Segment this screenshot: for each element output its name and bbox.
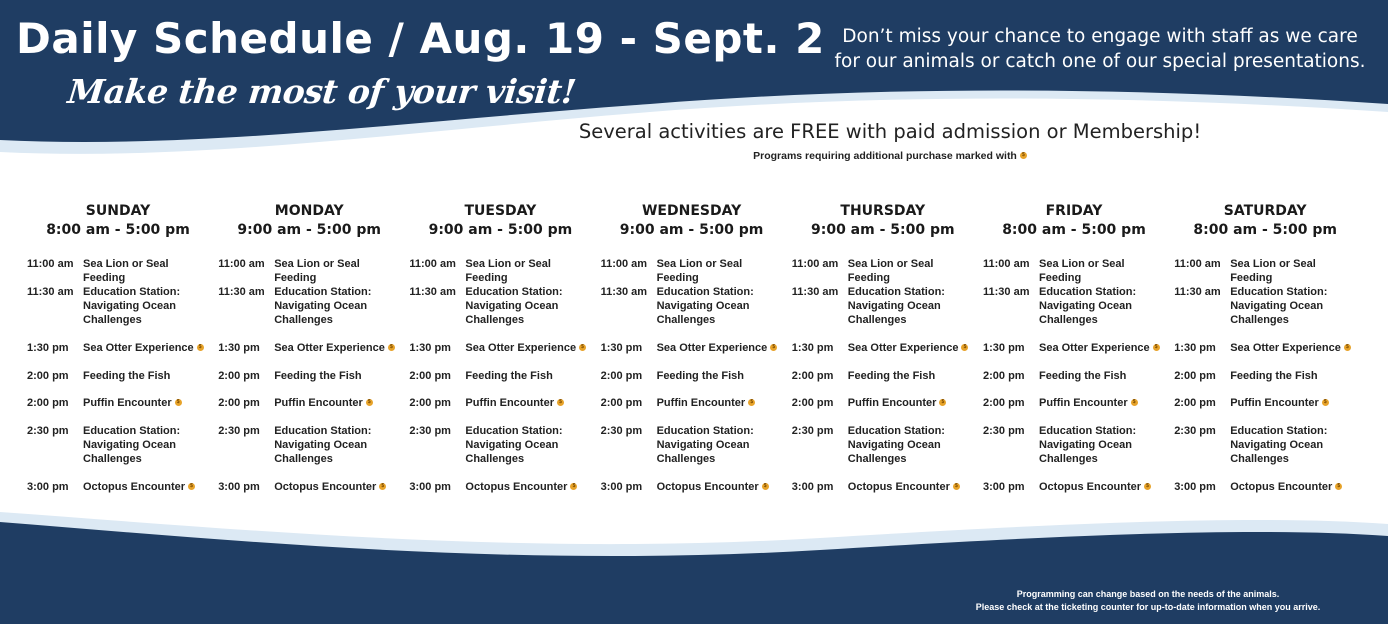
event-name: Octopus Encounter [83,481,186,493]
event-time: 2:00 pm [791,370,834,382]
event-name-wrap [848,424,978,466]
event-time: 11:30 am [1174,286,1221,298]
event-name-wrap [657,424,787,466]
additional-purchase-note [700,150,1080,162]
event-time: 11:30 am [983,286,1030,298]
event-name-wrap [848,341,978,355]
event-time: 2:30 pm [27,425,69,437]
coin-icon: $ [748,399,755,406]
event-time: 1:30 pm [983,342,1025,354]
event-name: Education Station: Navigating Ocean Challenges [274,425,372,465]
event-time: 11:00 am [27,258,74,270]
event-name: Education Station: Navigating Ocean Challenges [656,286,754,326]
day-column-friday [983,202,1168,502]
day-header [782,202,984,240]
day-header [208,202,410,240]
event-name: Education Station: Navigating Ocean Challenges [1039,425,1137,465]
coin-icon: $ [1322,399,1329,406]
event-name-wrap [1039,424,1169,466]
event-name-wrap [274,480,404,494]
day-name: THURSDAY [840,203,926,219]
event-time: 2:00 pm [409,397,451,409]
day-hours: 9:00 am - 5:00 pm [810,222,955,238]
event-name-wrap [1230,285,1360,327]
event-name: Education Station: Navigating Ocean Challenges [847,286,945,326]
day-hours: 9:00 am - 5:00 pm [428,222,573,238]
event-name: Feeding the Fish [1230,370,1318,382]
event-name-wrap [83,480,213,494]
event-time: 11:30 am [600,286,648,298]
event-name-wrap [1039,396,1169,410]
day-column-saturday [1174,202,1359,502]
event-time: 11:30 am [27,286,74,298]
coin-icon: $ [770,344,777,351]
day-column-monday [218,202,403,502]
event-name: Puffin Encounter [83,397,172,409]
day-header [1164,202,1366,240]
event-time: 2:00 pm [1174,397,1216,409]
event-time: 1:30 pm [27,342,69,354]
coin-icon: $ [1131,399,1138,406]
event-name-wrap [657,341,787,355]
event-name: Education Station: Navigating Ocean Challenges [1230,286,1328,326]
event-time: 2:00 pm [409,370,451,382]
event-time: 1:30 pm [791,342,834,354]
event-name: Sea Otter Experience [656,342,768,354]
coin-icon: $ [579,344,586,351]
event-name-wrap [83,257,213,285]
event-time: 2:00 pm [27,370,69,382]
event-time: 11:30 am [791,286,839,298]
event-name-wrap [1230,341,1360,355]
event-time: 2:30 pm [600,425,643,437]
event-name-wrap [848,257,978,285]
event-name: Education Station: Navigating Ocean Challenges [656,425,754,465]
event-name-wrap [465,257,595,285]
coin-icon: $ [388,344,395,351]
event-name: Education Station: Navigating Ocean Challenges [465,286,563,326]
event-name: Sea Lion or Seal Feeding [465,258,551,284]
day-name: SUNDAY [85,203,151,219]
coin-icon: $ [762,483,769,490]
event-name-wrap [83,369,213,383]
event-time: 2:30 pm [218,425,260,437]
event-name-wrap [1230,369,1360,383]
event-name: Education Station: Navigating Ocean Challenges [83,286,181,326]
day-header [399,202,601,240]
event-name-wrap [83,396,213,410]
event-name: Octopus Encounter [1039,481,1142,493]
event-time: 3:00 pm [983,481,1025,493]
event-name-wrap [848,369,978,383]
event-time: 3:00 pm [27,481,69,493]
weekly-schedule [27,202,1367,502]
header-message [830,24,1370,74]
event-name: Sea Otter Experience [274,342,385,354]
event-name: Sea Otter Experience [83,342,194,354]
event-time: 2:30 pm [983,425,1025,437]
event-name: Sea Otter Experience [1039,342,1150,354]
coin-icon: $ [557,399,564,406]
event-time: 11:00 am [983,258,1030,270]
tagline: Make the most of your visit! [65,72,578,111]
day-name: MONDAY [274,203,344,219]
event-name-wrap [657,396,787,410]
day-column-sunday [27,202,212,502]
coin-icon: $ [197,344,204,351]
event-name-wrap [848,285,978,327]
day-hours: 8:00 am - 5:00 pm [1002,222,1146,238]
event-name-wrap [1230,424,1360,466]
event-name-wrap [465,396,595,410]
event-name-wrap [274,257,404,285]
day-header [973,202,1175,240]
event-name-wrap [465,341,595,355]
coin-icon: $ [175,399,182,406]
event-name: Education Station: Navigating Ocean Challenges [847,425,945,465]
event-time: 3:00 pm [218,481,260,493]
event-time: 2:00 pm [218,370,260,382]
event-name-wrap [274,396,404,410]
day-name: FRIDAY [1045,203,1103,219]
event-time: 2:00 pm [983,397,1025,409]
coin-icon: $ [1153,344,1160,351]
day-hours: 8:00 am - 5:00 pm [46,222,190,238]
event-name-wrap [1230,480,1360,494]
day-hours: 8:00 am - 5:00 pm [1193,222,1337,238]
coin-icon: $ [961,344,968,351]
event-time: 11:00 am [791,258,839,270]
day-column-tuesday [409,202,594,502]
day-hours: 9:00 am - 5:00 pm [619,222,764,238]
event-name-wrap [848,480,978,494]
event-time: 11:00 am [1174,258,1221,270]
event-name-wrap [274,369,404,383]
event-name: Octopus Encounter [465,481,568,493]
event-name: Feeding the Fish [1039,370,1127,382]
event-name-wrap [83,424,213,466]
event-name-wrap [657,257,787,285]
event-name: Feeding the Fish [83,370,171,382]
day-column-wednesday [601,202,786,502]
event-name: Puffin Encounter [465,397,554,409]
event-name-wrap [465,285,595,327]
event-name: Puffin Encounter [656,397,746,409]
event-name: Feeding the Fish [465,370,553,382]
event-name-wrap [1039,257,1169,285]
event-name-wrap [1039,285,1169,327]
day-column-thursday [792,202,977,502]
free-activities-banner: Several activities are FREE with paid admission or Membership! [578,120,1202,143]
event-time: 2:00 pm [27,397,69,409]
header-message-line-1: Don’t miss your chance to engage with staff as we care [842,26,1358,47]
day-hours: 9:00 am - 5:00 pm [237,222,381,238]
event-time: 3:00 pm [600,481,643,493]
event-name-wrap [1039,369,1169,383]
event-name: Education Station: Navigating Ocean Challenges [1039,286,1137,326]
event-name-wrap [657,369,787,383]
event-name: Sea Otter Experience [1230,342,1341,354]
event-name-wrap [83,341,213,355]
event-name: Feeding the Fish [656,370,744,382]
event-time: 2:30 pm [409,425,451,437]
coin-icon: $ [366,399,373,406]
event-name: Sea Lion or Seal Feeding [274,258,360,284]
event-name: Sea Otter Experience [465,342,577,354]
event-name: Feeding the Fish [847,370,936,382]
event-time: 3:00 pm [1174,481,1216,493]
event-time: 2:00 pm [600,370,643,382]
additional-purchase-note-text: Programs requiring additional purchase marked with [753,150,1017,162]
footer-line-2: Please check at the ticketing counter for up-to-date information when you arrive. [975,602,1321,612]
event-time: 11:00 am [409,258,456,270]
event-name: Puffin Encounter [1039,397,1128,409]
day-name: TUESDAY [464,203,537,219]
event-time: 2:30 pm [1174,425,1216,437]
event-name: Education Station: Navigating Ocean Challenges [1230,425,1328,465]
event-name-wrap [1039,480,1169,494]
event-name-wrap [274,341,404,355]
event-name-wrap [465,424,595,466]
event-time: 1:30 pm [218,342,260,354]
event-time: 3:00 pm [791,481,834,493]
coin-icon: $ [953,483,960,490]
event-name: Sea Lion or Seal Feeding [1230,258,1316,284]
event-time: 1:30 pm [409,342,451,354]
coin-icon: $ [1144,483,1151,490]
event-name-wrap [274,285,404,327]
event-name: Sea Lion or Seal Feeding [847,258,934,284]
event-time: 1:30 pm [1174,342,1216,354]
day-name: WEDNESDAY [641,203,742,219]
event-name: Sea Lion or Seal Feeding [1039,258,1125,284]
coin-icon: $ [570,483,577,490]
event-name: Octopus Encounter [274,481,377,493]
event-time: 1:30 pm [600,342,643,354]
event-name-wrap [657,285,787,327]
event-name: Octopus Encounter [847,481,950,493]
event-name-wrap [274,424,404,466]
page-title: Daily Schedule / Aug. 19 - Sept. 2 [16,14,825,63]
coin-icon: $ [188,483,195,490]
footer-disclaimer [900,588,1388,614]
event-name-wrap [1230,396,1360,410]
event-time: 2:30 pm [791,425,834,437]
event-name-wrap [1039,341,1169,355]
event-time: 11:30 am [218,286,265,298]
event-name: Puffin Encounter [1230,397,1319,409]
event-name-wrap [657,480,787,494]
event-name: Feeding the Fish [274,370,362,382]
coin-icon: $ [939,399,946,406]
coin-icon: $ [1020,152,1027,159]
event-time: 11:30 am [409,286,456,298]
coin-icon: $ [1335,483,1342,490]
event-name-wrap [465,369,595,383]
day-header [591,202,793,240]
event-name: Sea Lion or Seal Feeding [656,258,743,284]
event-name-wrap [465,480,595,494]
event-time: 11:00 am [600,258,648,270]
event-name: Education Station: Navigating Ocean Challenges [465,425,563,465]
day-name: SATURDAY [1223,203,1307,219]
event-name-wrap [83,285,213,327]
event-time: 2:00 pm [218,397,260,409]
header-message-line-2: for our animals or catch one of our special presentations. [834,51,1366,72]
event-name: Education Station: Navigating Ocean Challenges [274,286,372,326]
day-header [17,202,219,240]
event-name-wrap [848,396,978,410]
event-name: Sea Otter Experience [847,342,959,354]
event-name: Education Station: Navigating Ocean Challenges [83,425,181,465]
event-name-wrap [1230,257,1360,285]
event-time: 3:00 pm [409,481,451,493]
coin-icon: $ [379,483,386,490]
event-name: Puffin Encounter [847,397,937,409]
event-name: Sea Lion or Seal Feeding [83,258,169,284]
event-name: Octopus Encounter [1230,481,1333,493]
footer-line-1: Programming can change based on the needs of the animals. [1016,589,1280,599]
coin-icon: $ [1344,344,1351,351]
event-time: 2:00 pm [600,397,643,409]
event-name: Octopus Encounter [656,481,759,493]
event-name: Puffin Encounter [274,397,363,409]
event-time: 11:00 am [218,258,265,270]
event-time: 2:00 pm [983,370,1025,382]
event-time: 2:00 pm [1174,370,1216,382]
event-time: 2:00 pm [791,397,834,409]
